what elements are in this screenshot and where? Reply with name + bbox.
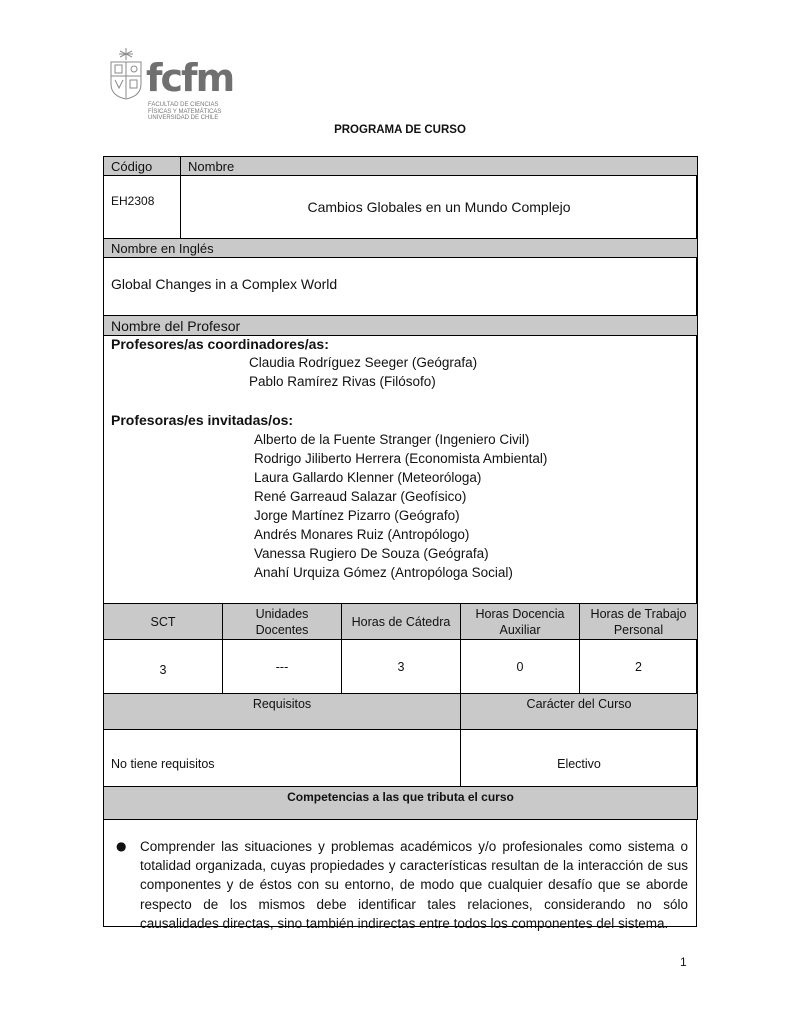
competencies-label: Competencias a las que tributa el curso bbox=[287, 790, 514, 804]
fcfm-wordmark: fcfm bbox=[146, 56, 234, 100]
coordinator-item: Claudia Rodríguez Seeger (Geógrafa) bbox=[249, 355, 478, 370]
guest-item: Rodrigo Jiliberto Herrera (Economista Ambiental) bbox=[254, 451, 548, 466]
hours-value-units: --- bbox=[222, 639, 342, 694]
name-label-cell bbox=[180, 156, 698, 176]
english-name-label-cell bbox=[103, 238, 698, 258]
hours-value-auxiliary: 0 bbox=[460, 639, 580, 694]
document-title: PROGRAMA DE CURSO bbox=[334, 124, 466, 136]
guest-item: Jorge Martínez Pizarro (Geógrafo) bbox=[254, 508, 460, 523]
faculty-name: FACULTAD DE CIENCIAS FÍSICAS Y MATEMÁTICAS UNIVERSIDAD DE CHILE bbox=[148, 102, 222, 121]
english-name: Global Changes in a Complex World bbox=[111, 275, 338, 292]
guests-heading: Profesoras/es invitadas/os: bbox=[111, 412, 294, 428]
professors-cell bbox=[103, 335, 698, 604]
guest-item: Alberto de la Fuente Stranger (Ingeniero Civil) bbox=[254, 432, 530, 447]
hours-header-sct: SCT bbox=[103, 603, 223, 640]
hours-value-sct: 3 bbox=[103, 639, 223, 694]
course-program-form bbox=[103, 156, 697, 931]
course-character-label-cell bbox=[460, 693, 698, 730]
professor-label: Nombre del Profesor bbox=[111, 317, 241, 334]
requirements-label-cell bbox=[103, 693, 461, 730]
course-code: EH2308 bbox=[111, 194, 155, 208]
course-character-label: Carácter del Curso bbox=[526, 697, 632, 711]
professor-label-cell bbox=[103, 315, 698, 336]
name-label: Nombre bbox=[188, 158, 235, 174]
coordinators-heading: Profesores/as coordinadores/as: bbox=[111, 336, 329, 352]
hours-header-personal: Horas de Trabajo Personal bbox=[579, 603, 698, 640]
guest-item: Vanessa Rugiero De Souza (Geógrafa) bbox=[254, 546, 489, 561]
hours-header-auxiliary: Horas Docencia Auxiliar bbox=[460, 603, 580, 640]
name-value-cell bbox=[180, 175, 698, 239]
hours-value-personal: 2 bbox=[579, 639, 698, 694]
competency-item: Comprender las situaciones y problemas académicos y/o profesionales como sistema o totalidad organizada, cuyas propiedades y características resultan de la interacción de sus componentes y de éstos con su entorno, de modo que cualquier desafío que se aborde respecto de los mismos debe identificar tales relaciones, considerando no sólo causalidades directas, sino también indirectas entre todos los componentes del sistema. bbox=[140, 839, 688, 931]
coordinator-item: Pablo Ramírez Rivas (Filósofo) bbox=[249, 374, 436, 389]
requirements-value: No tiene requisitos bbox=[111, 757, 215, 771]
guest-item: Laura Gallardo Klenner (Meteoróloga) bbox=[254, 470, 482, 485]
code-label: Código bbox=[111, 158, 153, 174]
english-name-value-cell bbox=[103, 257, 698, 316]
page-number: 1 bbox=[680, 955, 687, 969]
competencies-label-cell bbox=[103, 786, 698, 820]
guest-item: René Garreaud Salazar (Geofísico) bbox=[254, 489, 467, 504]
code-label-cell bbox=[103, 156, 181, 176]
course-character-value: Electivo bbox=[557, 757, 601, 771]
course-character-value-cell bbox=[460, 729, 698, 787]
hours-header-units: Unidades Docentes bbox=[222, 603, 342, 640]
guest-item: Andrés Monares Ruiz (Antropólogo) bbox=[254, 527, 470, 542]
requirements-label: Requisitos bbox=[252, 697, 312, 711]
bullet-icon: ● bbox=[116, 839, 127, 853]
hours-header-lecture: Horas de Cátedra bbox=[341, 603, 461, 640]
requirements-value-cell bbox=[103, 729, 461, 787]
university-seal-icon bbox=[108, 46, 144, 100]
code-value-cell bbox=[103, 175, 181, 239]
fcfm-logo bbox=[108, 44, 232, 126]
english-name-label: Nombre en Inglés bbox=[111, 240, 214, 256]
hours-value-lecture: 3 bbox=[341, 639, 461, 694]
guest-item: Anahí Urquiza Gómez (Antropóloga Social) bbox=[254, 565, 513, 580]
course-name: Cambios Globales en un Mundo Complejo bbox=[307, 199, 571, 215]
